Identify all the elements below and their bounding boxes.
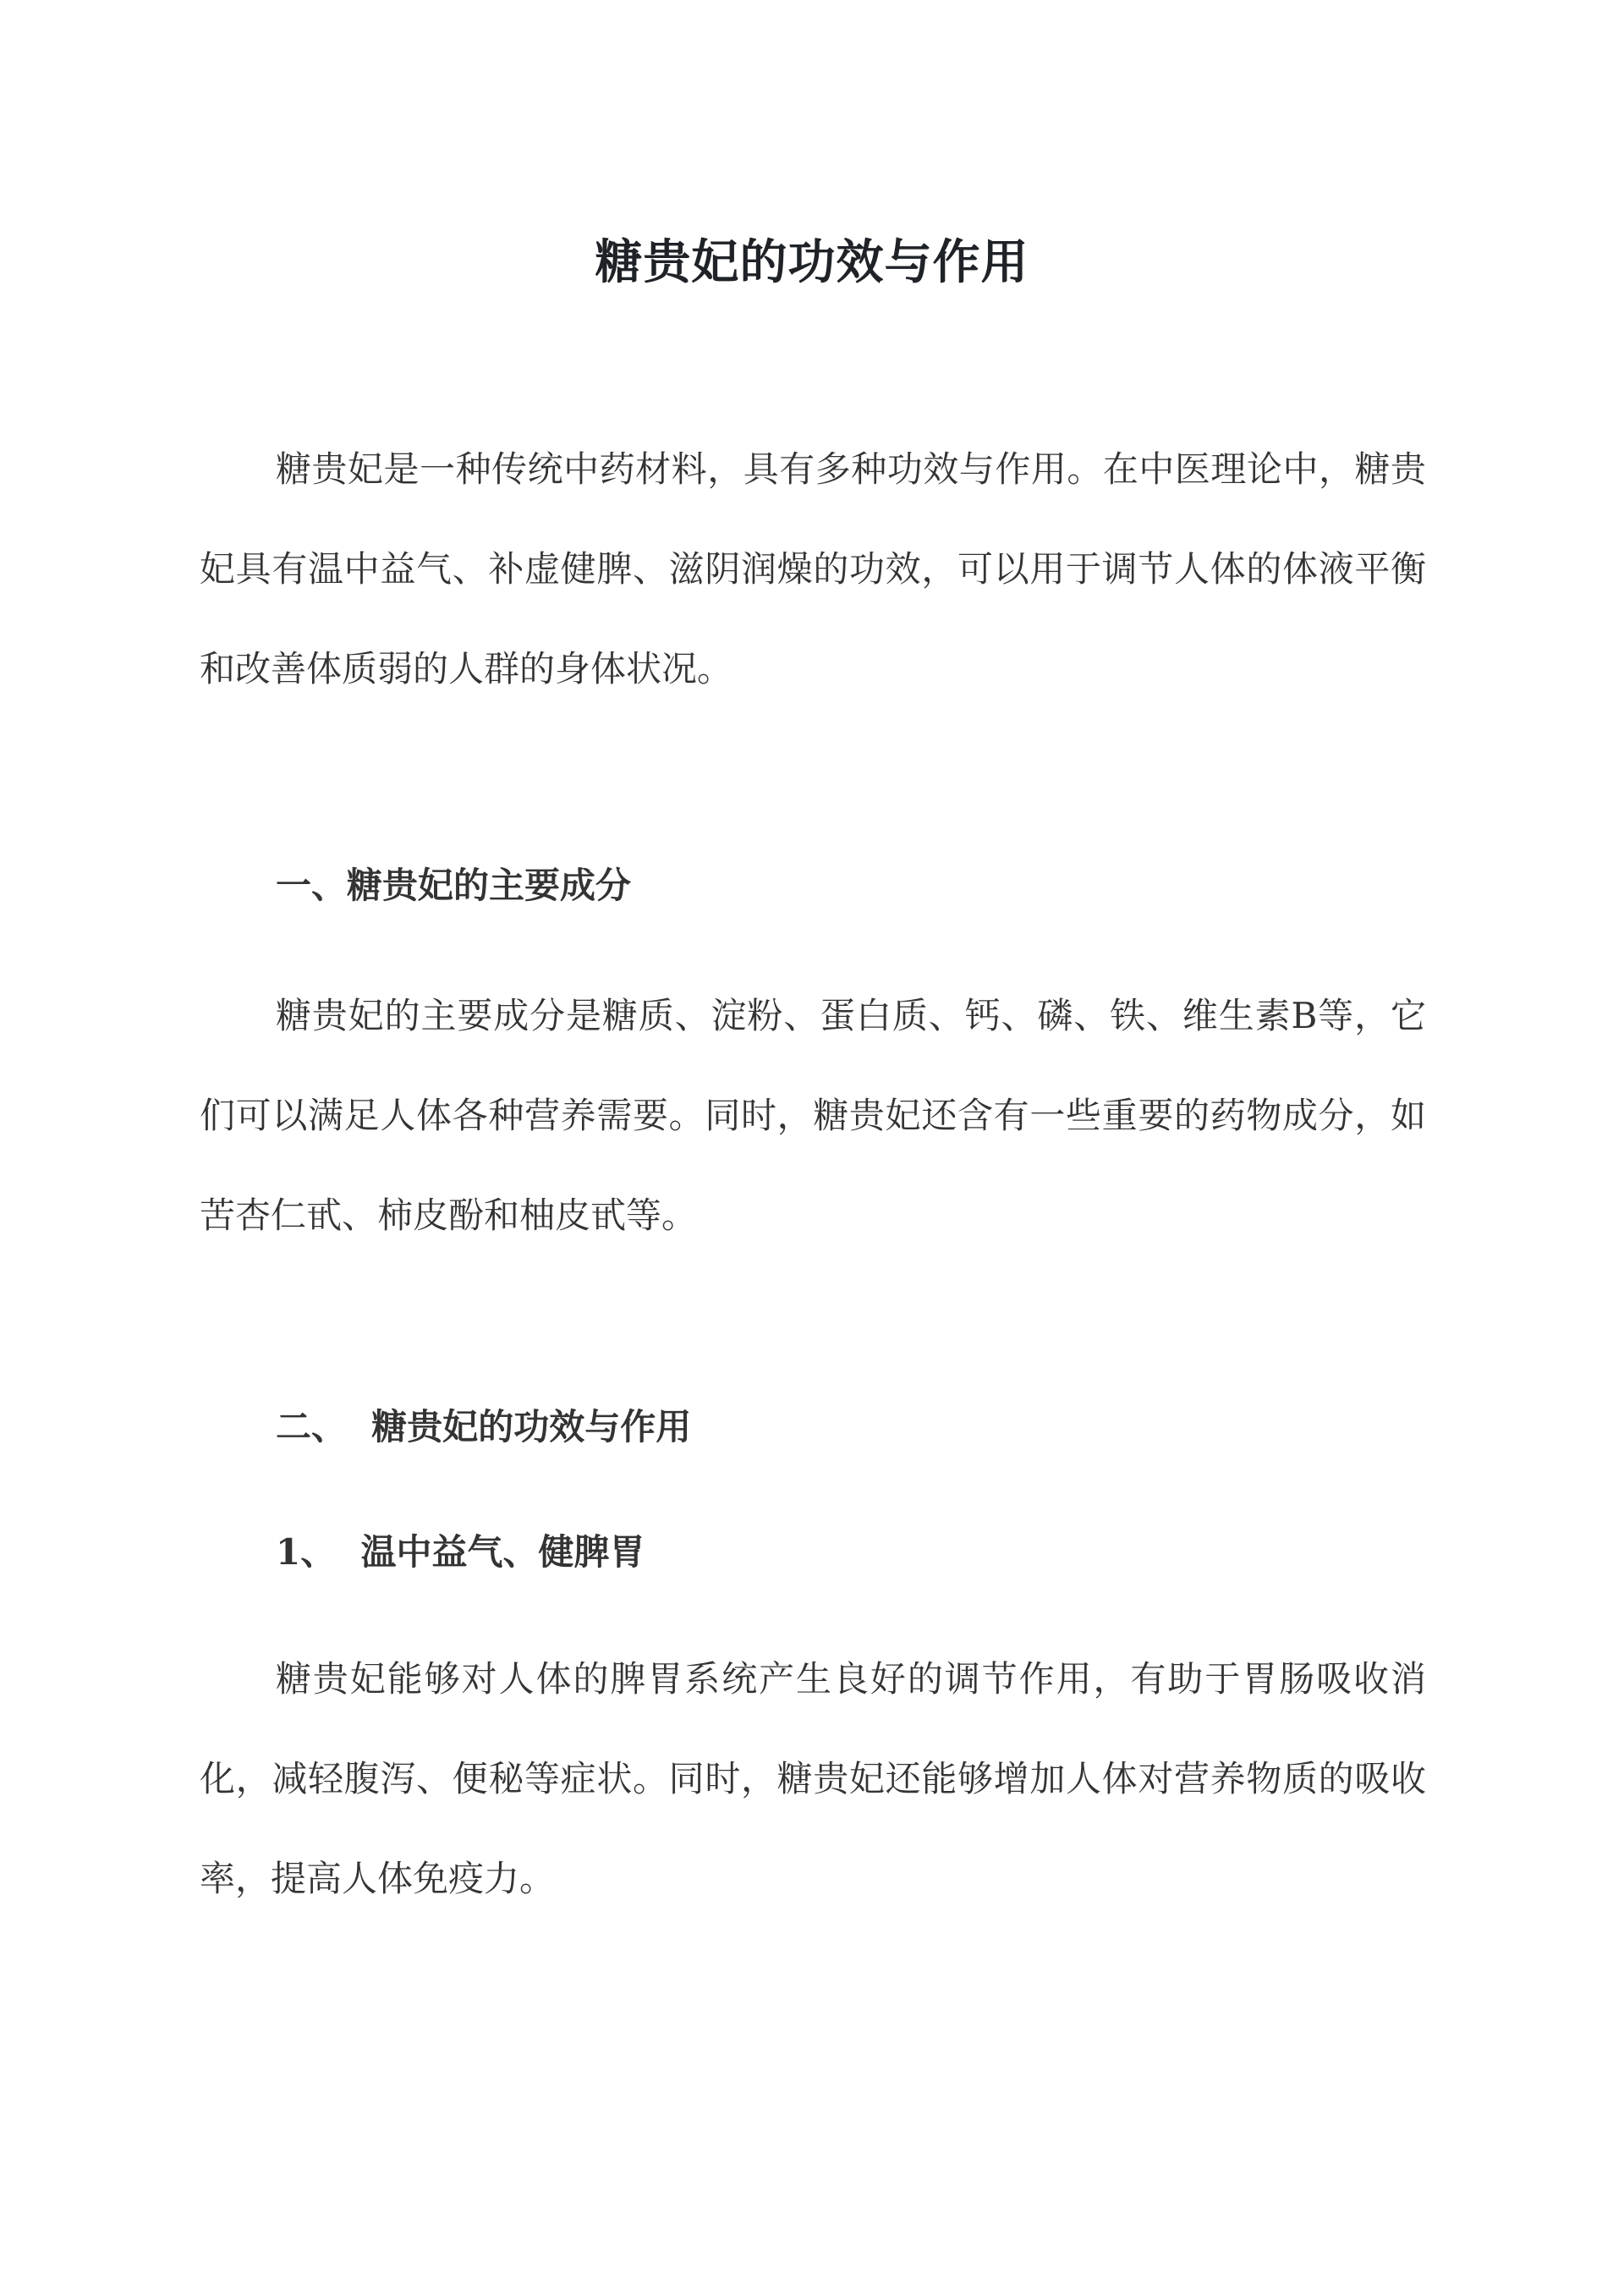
section-heading-main-ingredients: 一、糖贵妃的主要成分 xyxy=(276,865,632,906)
subsection-paragraph-spleen-stomach: 糖贵妃能够对人体的脾胃系统产生良好的调节作用，有助于胃肠吸收消化，减轻腹泻、便秘等症状。同时，糖贵妃还能够增加人体对营养物质的吸收率，提高人体免疫力。 xyxy=(200,1658,1426,1899)
section-heading-effects: 二、 糖贵妃的功效与作用 xyxy=(276,1406,692,1447)
subsection-heading-spleen-stomach: 1、 温中益气、健脾胃 xyxy=(276,1531,645,1573)
intro-paragraph: 糖贵妃是一种传统中药材料，具有多种功效与作用。在中医理论中，糖贵妃具有温中益气、补虚健脾、滋阴润燥的功效，可以用于调节人体的体液平衡和改善体质弱的人群的身体状况。 xyxy=(200,448,1426,689)
document-title: 糖贵妃的功效与作用 xyxy=(595,233,1029,290)
section-paragraph-main-ingredients: 糖贵妃的主要成分是糖质、淀粉、蛋白质、钙、磷、铁、维生素B等，它们可以满足人体各种营养需要。同时，糖贵妃还含有一些重要的药物成分，如苦杏仁甙、柿皮酚和柚皮甙等。 xyxy=(200,995,1426,1236)
